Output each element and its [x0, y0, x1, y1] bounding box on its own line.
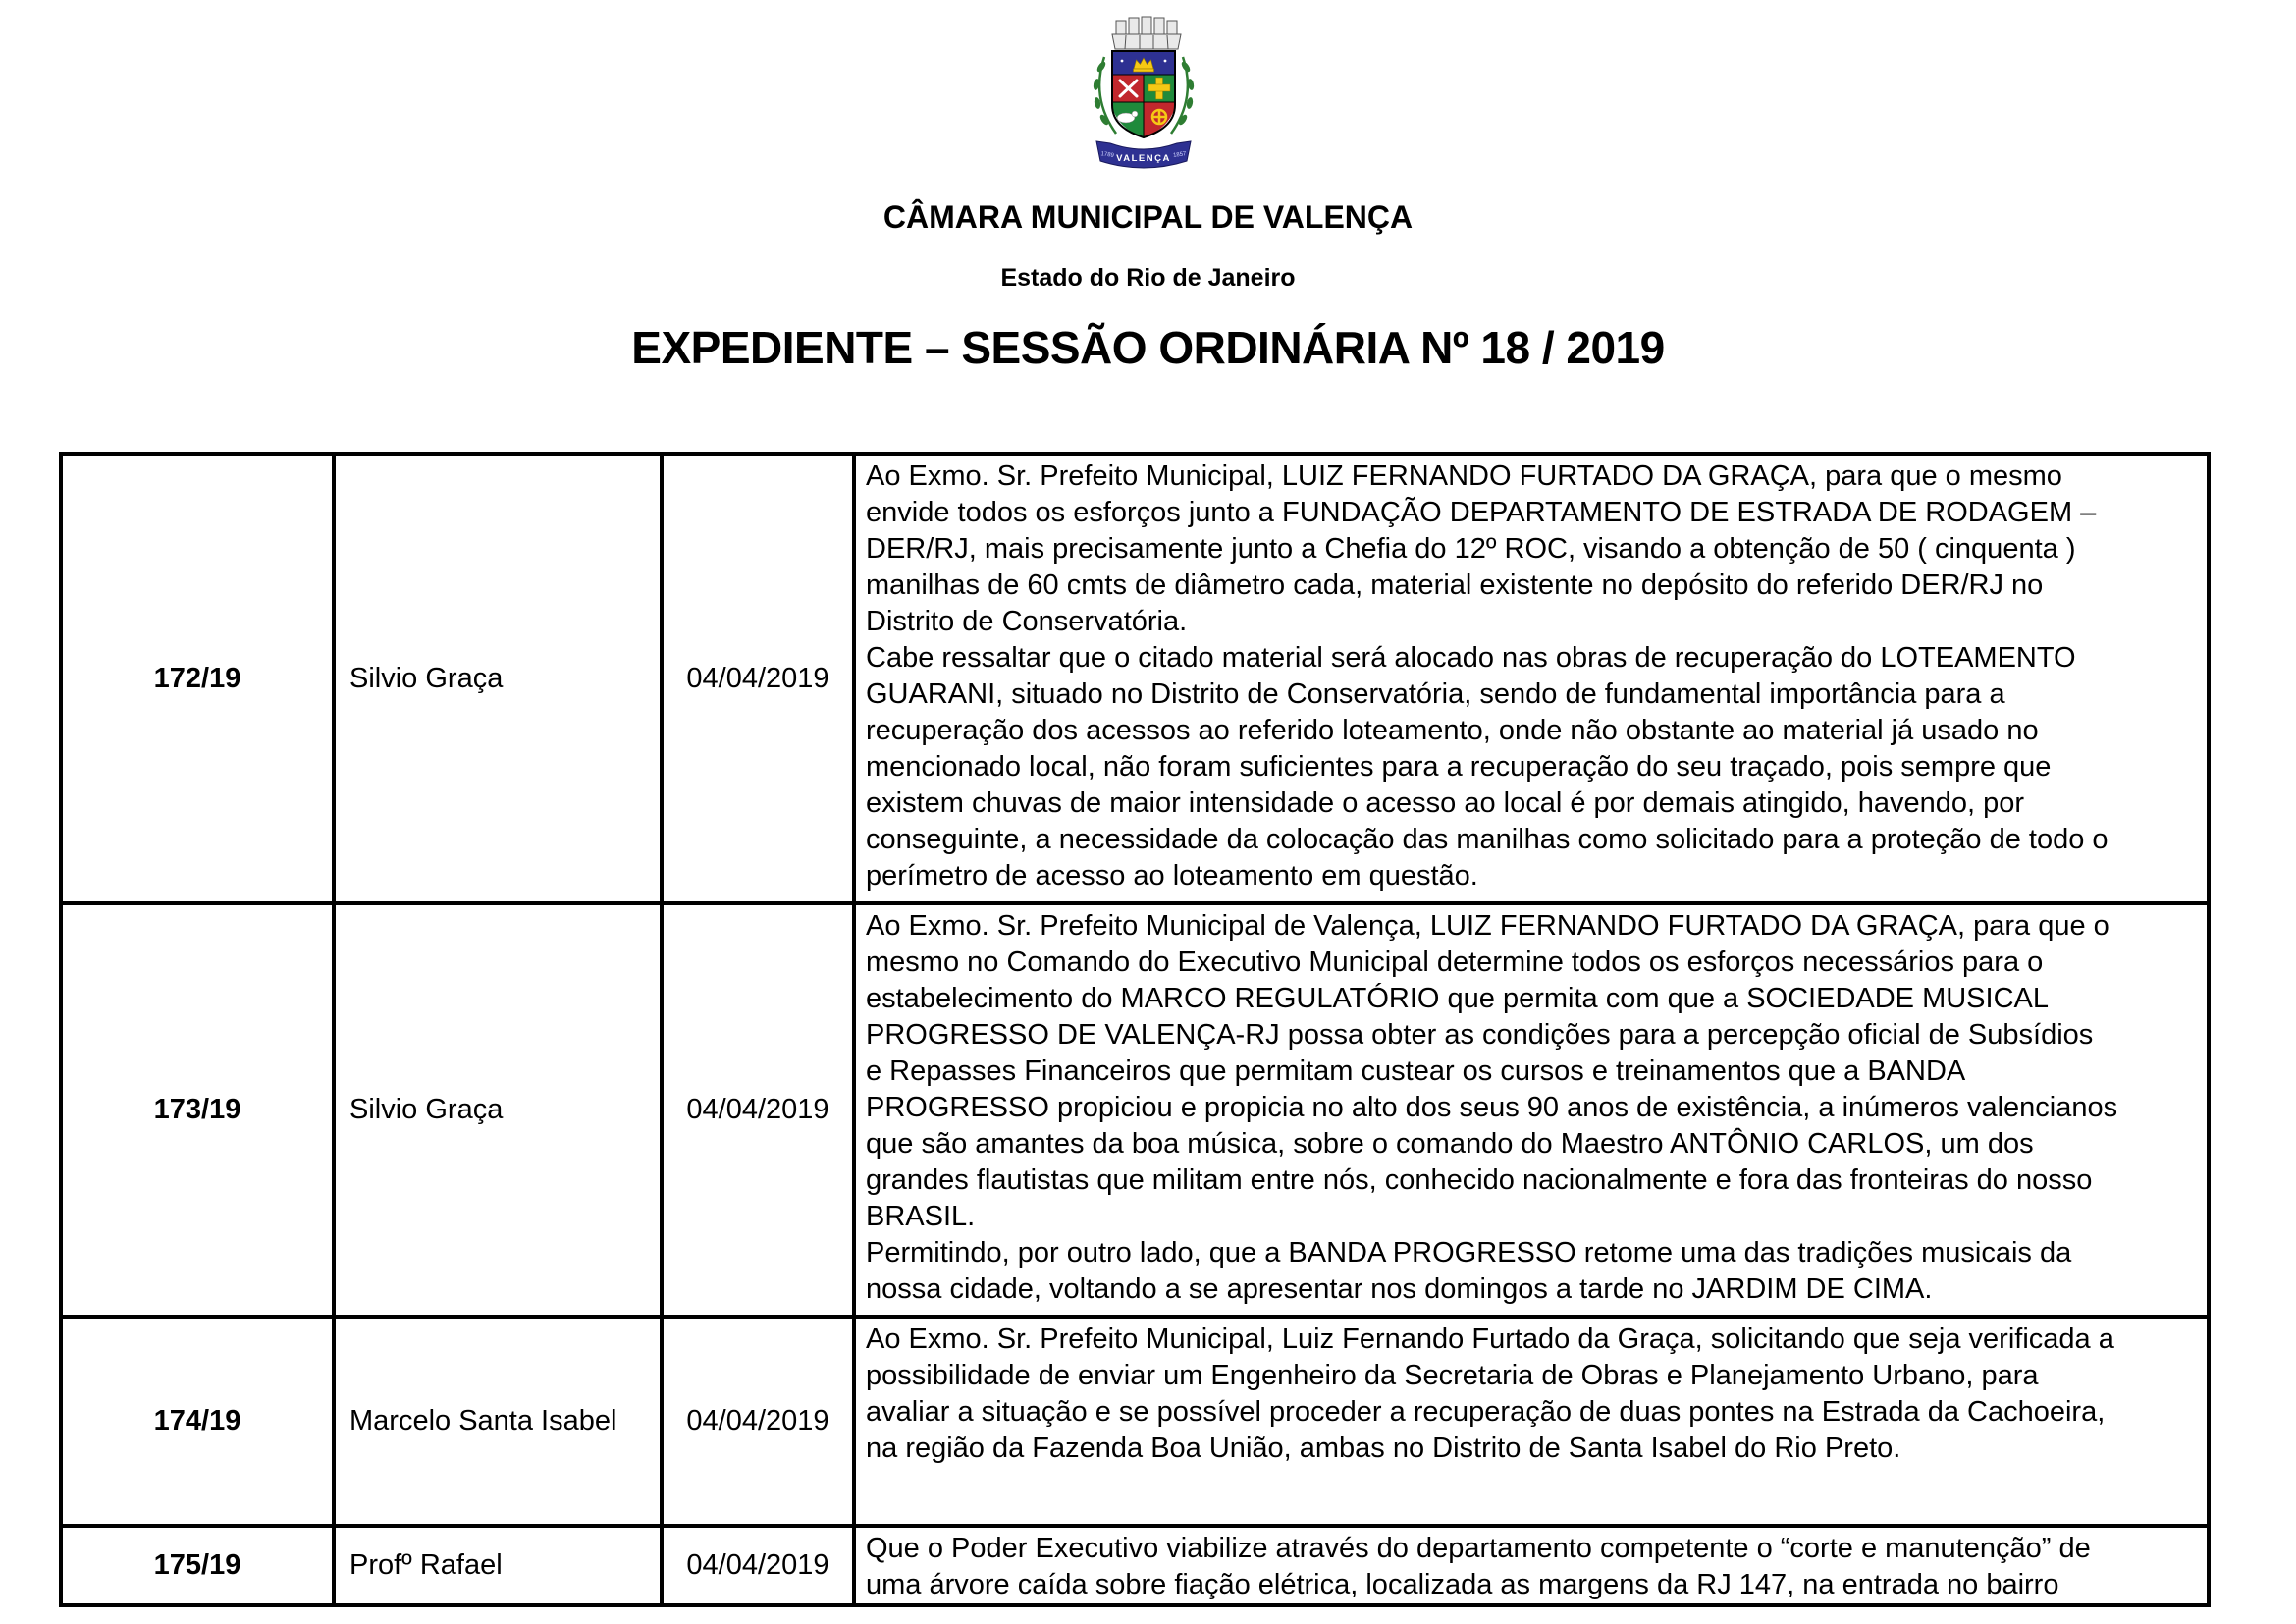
text-line: BRASIL. — [866, 1201, 976, 1232]
text-line: Distrito de Conservatória. — [866, 606, 1188, 637]
document-title: EXPEDIENTE – SESSÃO ORDINÁRIA Nº 18 / 2019 — [631, 322, 1665, 373]
text-line: Ao Exmo. Sr. Prefeito Municipal de Valença, LUIZ FERNANDO FURTADO DA GRAÇA, para que o — [866, 910, 2109, 942]
item-date: 04/04/2019 — [662, 1317, 854, 1526]
item-description — [854, 454, 2209, 903]
table-row-175-19 — [61, 1526, 2209, 1605]
text-line: envide todos os esforços junto a FUNDAÇÃO DEPARTAMENTO DE ESTRADA DE RODAGEM – — [866, 497, 2097, 528]
table-body — [61, 454, 2209, 1605]
text-line: e Repasses Financeiros que permitam custear os cursos e treinamentos que a BANDA — [866, 1056, 1966, 1087]
org-name: CÂMARA MUNICIPAL DE VALENÇA — [882, 199, 1414, 235]
banner-year-right: 1857 — [1172, 151, 1187, 159]
text-line: nossa cidade, voltando a se apresentar nos domingos a tarde no JARDIM DE CIMA. — [866, 1273, 1933, 1305]
state-name: Estado do Rio de Janeiro — [1000, 264, 1296, 292]
text-line: Ao Exmo. Sr. Prefeito Municipal, LUIZ FERNANDO FURTADO DA GRAÇA, para que o mesmo — [866, 460, 2062, 492]
text-line: PROGRESSO DE VALENÇA-RJ possa obter as condições para a percepção oficial de Subsídios — [866, 1019, 2094, 1051]
item-author: Profº Rafael — [334, 1526, 662, 1605]
item-number: 175/19 — [61, 1526, 334, 1605]
item-description — [854, 1317, 2209, 1526]
item-number: 174/19 — [61, 1317, 334, 1526]
item-author: Silvio Graça — [334, 454, 662, 903]
banner-city-name: VALENÇA — [1116, 153, 1171, 164]
text-line: existem chuvas de maior intensidade o acesso ao local é por demais atingido, havendo, por — [866, 787, 2025, 819]
text-line: recuperação dos acessos ao referido loteamento, onde não obstante ao material já usado no — [866, 715, 2039, 746]
coat-of-arms — [1065, 12, 1222, 181]
table-row-172-19 — [61, 454, 2209, 903]
mural-crown-icon — [1112, 17, 1181, 49]
text-line: Que o Poder Executivo viabilize através do departamento competente o “corte e manutenção” de — [866, 1533, 2091, 1564]
banner-ribbon — [1096, 141, 1191, 168]
text-line: mesmo no Comando do Executivo Municipal determine todos os esforços necessários para o — [866, 947, 2044, 978]
text-line: na região da Fazenda Boa União, ambas no Distrito de Santa Isabel do Rio Preto. — [866, 1433, 1901, 1464]
item-description — [854, 1526, 2209, 1605]
item-date: 04/04/2019 — [662, 454, 854, 903]
text-line: Ao Exmo. Sr. Prefeito Municipal, Luiz Fernando Furtado da Graça, solicitando que seja verificada a — [866, 1324, 2114, 1355]
text-line: Permitindo, por outro lado, que a BANDA PROGRESSO retome uma das tradições musicais da — [866, 1237, 2072, 1269]
text-line: DER/RJ, mais precisamente junto a Chefia do 12º ROC, visando a obtenção de 50 ( cinquenta ) — [866, 533, 2076, 565]
wheel-icon — [1152, 110, 1166, 124]
text-line: estabelecimento do MARCO REGULATÓRIO que permita com que a SOCIEDADE MUSICAL — [866, 983, 2050, 1014]
text-line: uma árvore caída sobre fiação elétrica, localizada as margens da RJ 147, na entrada no bairro — [866, 1569, 2059, 1600]
text-line: conseguinte, a necessidade da colocação das manilhas como solicitado para a proteção de todo o — [866, 824, 2109, 855]
text-line: que são amantes da boa música, sobre o comando do Maestro ANTÔNIO CARLOS, um dos — [866, 1128, 2034, 1160]
table-row-173-19 — [61, 903, 2209, 1317]
text-line: perímetro de acesso ao loteamento em questão. — [866, 860, 1478, 892]
text-line: possibilidade de enviar um Engenheiro da Secretaria de Obras e Planejamento Urbano, para — [866, 1360, 2039, 1391]
banner-year-left: 1789 — [1100, 151, 1115, 159]
item-date: 04/04/2019 — [662, 1526, 854, 1605]
text-line: PROGRESSO propiciou e propicia no alto dos seus 90 anos de existência, a inúmeros valencianos — [866, 1092, 2118, 1123]
text-line: mencionado local, não foram suficientes para a recuperação do seu traçado, pois sempre que — [866, 751, 2052, 783]
text-line: Cabe ressaltar que o citado material será alocado nas obras de recuperação do LOTEAMENTO — [866, 642, 2076, 674]
text-line: GUARANI, situado no Distrito de Conservatória, sendo de fundamental importância para a — [866, 678, 2005, 710]
text-line: grandes flautistas que militam entre nós, conhecido nacionalmente e fora das fronteiras do nosso — [866, 1164, 2093, 1196]
item-author: Silvio Graça — [334, 903, 662, 1317]
text-line: manilhas de 60 cmts de diâmetro cada, material existente no depósito do referido DER/RJ no — [866, 569, 2044, 601]
crown-icon — [1134, 58, 1154, 72]
item-number: 172/19 — [61, 454, 334, 903]
item-number: 173/19 — [61, 903, 334, 1317]
item-date: 04/04/2019 — [662, 903, 854, 1317]
item-description — [854, 903, 2209, 1317]
item-author: Marcelo Santa Isabel — [334, 1317, 662, 1526]
expediente-table — [59, 452, 2211, 1607]
table-row-174-19 — [61, 1317, 2209, 1526]
shield — [1112, 51, 1175, 137]
text-line: avaliar a situação e se possível proceder a recuperação de duas pontes na Estrada da Cachoeira, — [866, 1396, 2106, 1428]
